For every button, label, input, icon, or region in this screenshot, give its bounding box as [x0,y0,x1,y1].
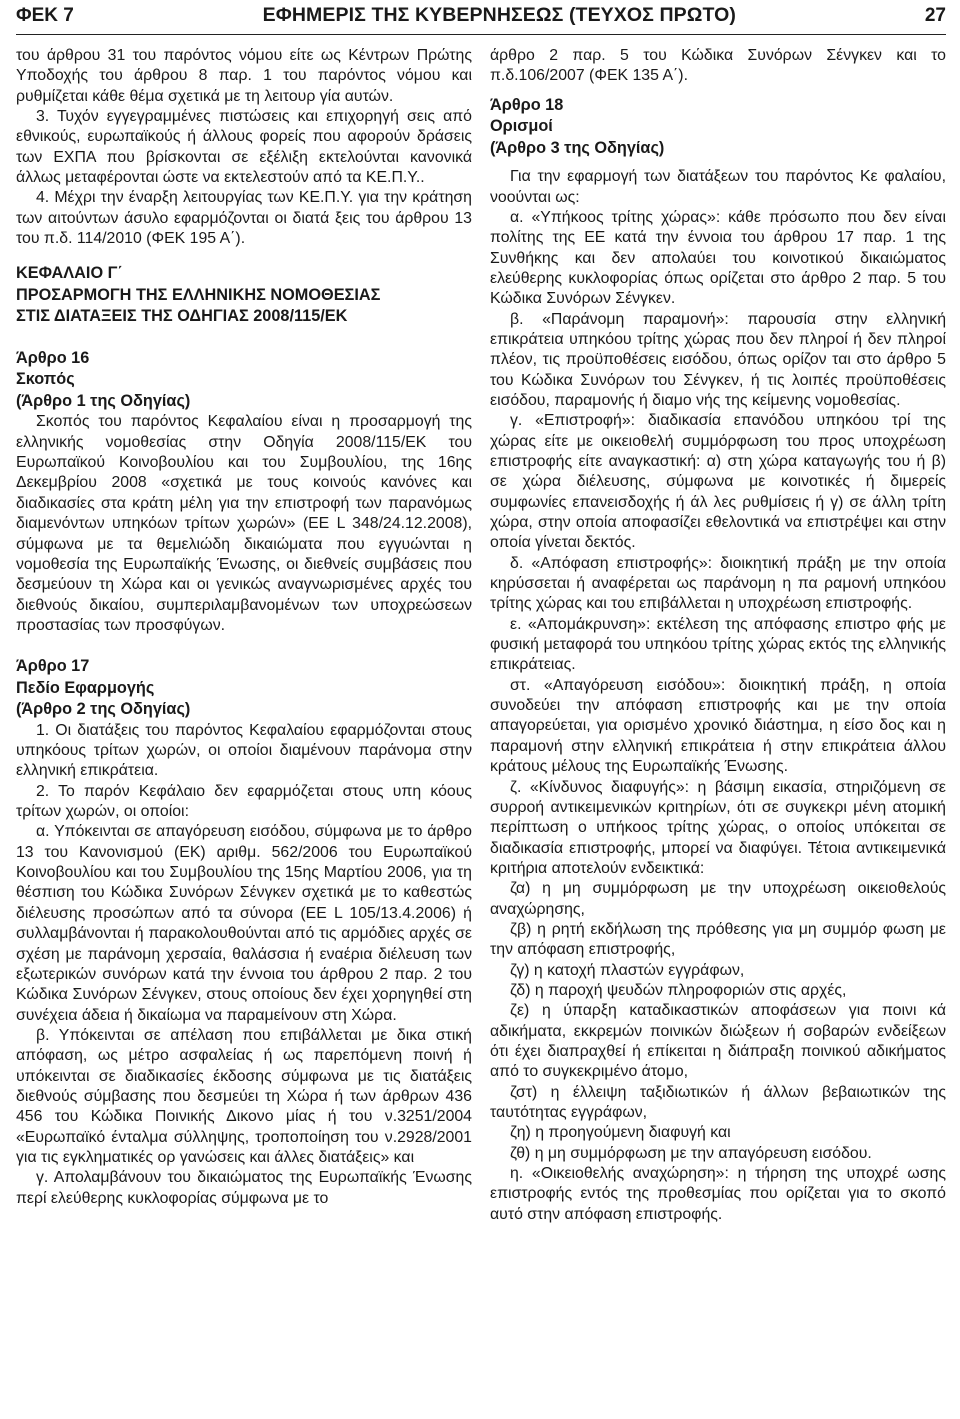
chapter-title: ΣΤΙΣ ΔΙΑΤΑΞΕΙΣ ΤΗΣ ΟΔΗΓΙΑΣ 2008/115/ΕΚ [16,307,348,326]
page-number: 27 [924,5,946,26]
page-header [16,0,946,35]
paragraph: Για την εφαρμογή των διατάξεων του παρόντος Κε φαλαίου, νοούνται ως: [490,168,946,206]
article-reference: (Άρθρο 3 της Οδηγίας) [490,138,665,157]
definition: η. «Οικειοθελής αναχώρηση»: η τήρηση της υποχρέ ωσης επιστροφής εντός της προθεσμίας που ορίζεται για το σκοπό αυτό στην απόφαση επιστροφής. [490,1165,946,1223]
definition: γ. «Επιστροφή»: διαδικασία επανόδου υπηκόου τρί της χώρας είτε με οικειοθελή συμμόρφωση του προς υποχρέωση επιστροφής είτε αναγκαστική: α) στη χώρα καταγωγής του ή β) σε χώρα διέλευσης, σύμφωνα με κοινοτικές ή διμερείς συμφωνίες επανεισδοχής ή άλ λες ρυθμίσεις ή γ) σε άλλη τρίτη χώρα, στην οποία αποφασίζει εθελοντικά να επιστρέψει και στην οποία γίνεται δεκτός. [490,412,946,552]
chapter-title: ΠΡΟΣΑΡΜΟΓΗ ΤΗΣ ΕΛΛΗΝΙΚΗΣ ΝΟΜΟΘΕΣΙΑΣ [16,285,381,304]
definition: δ. «Απόφαση επιστροφής»: διοικητική πράξη με την οποία κηρύσσεται ή αναφέρεται ως παράνομη η πα ραμονή υπηκόου τρίτης χώρας και του επιβάλλεται η υποχρέωση επιστροφής. [490,554,946,613]
article-heading: Άρθρο 17 [16,657,90,676]
right-column [490,46,946,1225]
definition: στ. «Απαγόρευση εισόδου»: διοικητική πράξη, η οποία συνοδεύει την απόφαση επιστροφής και με την οποία απαγορεύεται, για ορισμένο χρονικό διάστημα, η είσο δος και η παραμονή στην ελληνική επικράτεια ή στην επικράτεια άλλου κράτους μέλους της Ευρωπαϊκής Ένωσης. [490,676,946,776]
article-heading: Άρθρο 18 [490,95,564,114]
article-reference: (Άρθρο 1 της Οδηγίας) [16,391,191,410]
definition: β. «Παράνομη παραμονή»: παρουσία στην ελληνική επικράτεια υπηκόου τρίτης χώρας που δεν πληροί ή δεν πληροί πλέον, τις προϋποθέσεις εισόδου, όπως ορίζον ται στο άρθρο 5 του Κώδικα Συνόρων του Σένγκεν, ή τις λοιπές προϋποθέσεις εισόδου, παραμονής ή διαμο νής της κείμενης νομοθεσίας. [490,310,946,409]
definition: ε. «Απομάκρυνση»: εκτέλεση της απόφασης επιστρο φής με φυσική μεταφορά του υπηκόου τρίτης χώρας εκτός της ελληνικής επικράτειας. [490,615,946,674]
definition: α. «Υπήκοος τρίτης χώρας»: κάθε πρόσωπο που δεν είναι πολίτης της ΕΕ κατά την έννοια του άρθρου 17 παρ. 1 της Συνθήκης και δεν απολαύει του κοινοτικού δικαιώματος ελεύθερης κυκλοφορίας όπως ορίζεται στο άρθρο 2 παρ. 5 του Κώδικα Συνόρων Σένγκεν. [490,208,946,308]
paragraph: άρθρο 2 παρ. 5 του Κώδικα Συνόρων Σένγκεν και το π.δ.106/2007 (ΦΕΚ 135 Α΄). [490,47,946,85]
left-column [16,46,472,1225]
article-title: Σκοπός [16,370,75,389]
criterion: ζθ) η μη συμμόρφωση με την απαγόρευση εισόδου. [510,1144,872,1162]
definition: ζ. «Κίνδυνος διαφυγής»: η βάσιμη εικασία, στηριζόμενη σε συρροή αντικειμενικών κριτηρίων, ότι σε συγκεκρι μένη ατομική περίπτωση ο υπήκοος τρίτης χώρας, ο οποίος υπόκειται σε διαδικασία επιστροφής, μπορεί να διαφύγει. Τέτοια αντικειμενικά κριτήρια αποτελούν ενδεικτικά: [490,778,946,877]
criterion: ζα) η μη συμμόρφωση με την υποχρέωση οικειοθελούς αναχώρησης, [490,880,946,918]
paragraph: του άρθρου 31 του παρόντος νόμου είτε ως Κέντρων Πρώτης Υποδοχής του άρθρου 8 παρ. 1 του παρόντος νόμου και ρυθμίζεται κάθε θέμα σχετικά με τη λειτουρ γία αυτών. [16,47,472,105]
criterion: ζδ) η παροχή ψευδών πληροφοριών στις αρχές, [510,981,847,999]
paragraph: β. Υπόκεινται σε απέλαση που επιβάλλεται με δικα στική απόφαση, ως μέτρο ασφαλείας ή ως παρεπόμενη ποινή ή υπόκεινται σε διαδικασίες έκδοσης σύμφωνα με τις διατάξεις διεθνούς σύμβασης που δεσμεύει τη Χώρα ή των άρθρων 436 456 του Κώδικα Ποινικής Δικονο μίας ή του ν.3251/2004 «Ευρωπαϊκό ένταλμα σύλληψης, τροποποίηση του ν.2928/2001 για τις εγκληματικές ορ γανώσεις και άλλες διατάξεις» και [16,1026,472,1166]
paragraph: γ. Απολαμβάνουν του δικαιώματος της Ευρωπαϊκής Ένωσης περί ελεύθερης κυκλοφορίας σύμφωνα με το [16,1169,472,1207]
paragraph: 1. Οι διατάξεις του παρόντος Κεφαλαίου εφαρμόζονται στους υπηκόους τρίτων χωρών, οι οποίοι διαμένουν παράνομα στην ελληνική επικράτεια. [16,721,472,780]
gazette-title: ΕΦΗΜΕΡΙΣ ΤΗΣ ΚΥΒΕΡΝΗΣΕΩΣ (ΤΕΥΧΟΣ ΠΡΩΤΟ) [262,4,737,26]
criterion: ζβ) η ρητή εκδήλωση της πρόθεσης για μη συμμόρ φωση με την απόφαση επιστροφής, [490,920,946,959]
chapter-label: ΚΕΦΑΛΑΙΟ Γ΄ [16,264,123,283]
criterion: ζε) η ύπαρξη καταδικαστικών αποφάσεων για ποινι κά αδικήματα, εκκρεμών ποινικών διώξεων ή σοβαρών ενδείξεων ότι έχει διαπραχθεί ή επίκειται η διάπραξη ποινικού αδικήματος από το συγκεκριμένο άτομο, [490,1002,946,1081]
article-reference: (Άρθρο 2 της Οδηγίας) [16,700,191,719]
two-column-body [16,46,946,1225]
paragraph: 2. Το παρόν Κεφάλαιο δεν εφαρμόζεται στους υπη κόους τρίτων χωρών, οι οποίοι: [16,782,472,821]
paragraph: 3. Τυχόν εγγεγραμμένες πιστώσεις και επιχορηγή σεις από εθνικούς, ευρωπαϊκούς ή άλλους φορείς που αφορούν δράσεις των ΕΧΠΑ που βρίσκονται σε εξέλιξη εκτελούνται κανονικά άλλως μεταφέρονται ώστε να εκτελεστούν από τα ΚΕ.Π.Υ.. [16,108,472,187]
paragraph: α. Υπόκεινται σε απαγόρευση εισόδου, σύμφωνα με το άρθρο 13 του Κανονισμού (ΕΚ) αριθμ. 562/2006 του Ευρωπαϊκού Κοινοβουλίου και του Συμβουλίου της 15ης Μαρτίου 2006, για τη θέσπιση του Κώδικα Συνόρων Σένγκεν σχετικά με το καθεστώς διέλευσης προσώπων από τα σύνορα (ΕΕ L 105/13.4.2006) ή συλλαμβάνονται ή παρακολουθούνται από τις αρμόδιες αρχές σε σχέση με παράνομη χερσαία, θαλάσσια ή εναέρια διέλευση των εξωτερικών συνόρων κατά την έννοια του άρθρου 2 παρ. 2 του Κώδικα Συνόρων Σένγκεν, στους οποίους δεν έχει χορηγηθεί στη συνέχεια άδεια ή δικαίωμα να παραμείνουν στη Χώρα. [16,823,472,1024]
paragraph: 4. Μέχρι την έναρξη λειτουργίας των ΚΕ.Π.Υ. για την κράτηση των αιτούντων άσυλο εφαρμόζονται οι διατά ξεις του άρθρου 13 του π.δ. 114/2010 (ΦΕΚ 195 Α΄). [16,189,472,248]
criterion: ζστ) η έλλειψη ταξιδιωτικών ή άλλων βεβαιωτικών της ταυτότητας εγγράφων, [490,1083,946,1121]
article-title: Ορισμοί [490,117,553,136]
paragraph: Σκοπός του παρόντος Κεφαλαίου είναι η προσαρμογή της ελληνικής νομοθεσίας στην Οδηγία 2008/115/ΕΚ του Ευρωπαϊκού Κοινοβουλίου και του Συμβουλίου, της 16ης Δεκεμβρίου 2008 «σχετικά με τους κοινούς κανόνες και διαδικασίες στα κράτη μέλη για την επιστροφή των παρανόμως διαμενόντων υπηκόων τρίτων χωρών» (ΕΕ L 348/24.12.2008), σύμφωνα με τα θεμελιώδη δικαιώματα που εγγυώνται η νομοθεσία της Ευρωπαϊκής Ένωσης, οι διεθνείς συμβάσεις που δεσμεύουν τη Χώρα και οι γενικώς αναγνωρισμένες αρχές του διεθνούς δικαίου, συμπεριλαμβανομένων των υποχρεώσεων προστασίας των προσφύγων. [16,413,472,634]
criterion: ζγ) η κατοχή πλαστών εγγράφων, [510,961,745,979]
criterion: ζη) η προηγούμενη διαφυγή και [510,1124,731,1142]
article-title: Πεδίο Εφαρμογής [16,678,155,697]
article-heading: Άρθρο 16 [16,348,90,367]
issue-number: ΦΕΚ 7 [16,5,74,26]
